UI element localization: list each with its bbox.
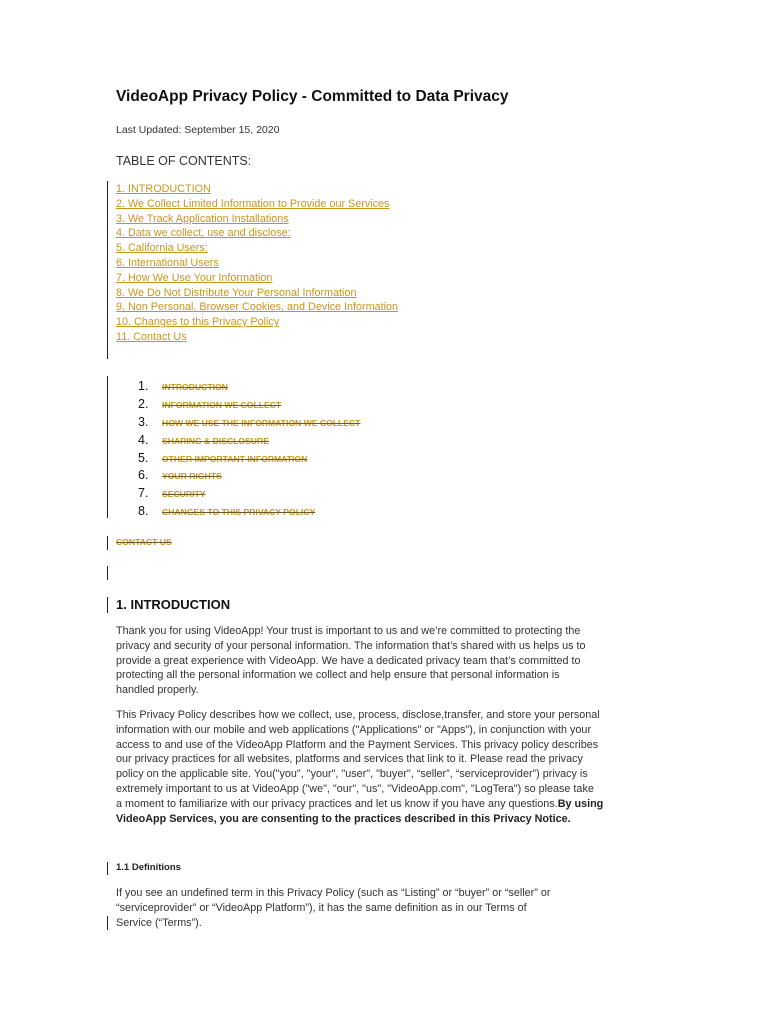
toc-link-track-installations[interactable]: 3. We Track Application Installations: [116, 212, 289, 225]
old-toc-item: [138, 431, 360, 449]
toc-link-international[interactable]: 6. International Users: [116, 256, 219, 269]
toc-item-international: [116, 256, 398, 271]
old-toc-number: 5.: [138, 450, 149, 465]
page-title: VideoApp Privacy Policy - Committed to Data Privacy: [116, 88, 509, 105]
old-toc-link[interactable]: OTHER IMPORTANT INFORMATION: [162, 453, 308, 464]
text-line: provide a great experience with VideoApp. We have a dedicated privacy team that’s committed to: [116, 654, 581, 667]
toc-link-introduction[interactable]: 1. INTRODUCTION: [116, 183, 211, 195]
text-line: If you see an undefined term in this Privacy Policy (such as “Listing” or “buyer” or “seller” or: [116, 887, 551, 899]
toc-item-track-installations: [116, 212, 398, 227]
toc-item-collect-limited: [116, 197, 398, 212]
text-line: our privacy practices for all websites, platforms and services that link to it. Please read the privacy: [116, 753, 583, 766]
text-line: This Privacy Policy describes how we collect, use, process, disclose,transfer, and store your personal: [116, 709, 600, 721]
text-line: [116, 797, 656, 812]
change-bar: [107, 862, 108, 875]
intro-paragraph-1: [116, 624, 656, 698]
old-toc-number: 8.: [138, 504, 149, 519]
old-toc-link[interactable]: SECURITY: [162, 489, 206, 500]
change-bar: [107, 597, 108, 613]
old-toc-link[interactable]: SHARING & DISCLOSURE: [162, 435, 269, 446]
text-line: Service (“Terms”).: [116, 916, 202, 929]
old-toc-link[interactable]: CHANGES TO THIS PRIVACY POLICY: [162, 507, 316, 518]
text-span: a moment to familiarize with our privacy practices and let us know if you have any questions.: [116, 797, 558, 810]
old-toc-number: 2.: [138, 396, 149, 411]
change-bar: [107, 181, 108, 359]
toc-item-cookies: [116, 300, 398, 315]
old-toc-item: [138, 466, 360, 484]
toc-link-data-collect[interactable]: 4. Data we collect, use and disclose:: [116, 227, 291, 240]
old-toc-item: [138, 413, 360, 431]
consent-bold-text: By using: [557, 797, 604, 810]
section-heading-introduction: 1. INTRODUCTION: [116, 597, 231, 612]
old-toc-item: [138, 377, 360, 395]
toc-link-cookies[interactable]: 9. Non Personal, Browser Cookies, and Device Information: [116, 301, 399, 314]
old-toc-link[interactable]: INFORMATION WE COLLECT: [162, 399, 282, 410]
toc-item-how-we-use: [116, 271, 398, 286]
toc-link-how-we-use[interactable]: 7. How We Use Your Information: [116, 271, 273, 284]
toc-item-california: [116, 241, 398, 256]
toc-link-contact[interactable]: 11. Contact Us: [116, 330, 187, 343]
toc-heading: TABLE OF CONTENTS:: [116, 154, 252, 168]
text-line: “serviceprovider” or “VideoApp Platform”), it has the same definition as in our Terms of: [116, 901, 527, 914]
intro-paragraph-2: [116, 708, 656, 826]
change-bar: [107, 566, 108, 580]
toc-list: [116, 182, 398, 345]
toc-item-not-distribute: [116, 286, 398, 301]
old-toc-number: 1.: [138, 379, 149, 393]
old-toc-item: [138, 484, 360, 502]
text-line: [116, 812, 656, 827]
old-toc-item: [138, 395, 360, 413]
consent-bold-text: VideoApp Services, you are consenting to the practices described in this Privacy Notice.: [116, 812, 571, 825]
old-toc-number: 7.: [138, 486, 149, 501]
text-line: Thank you for using VideoApp! Your trust is important to us and we’re committed to protecting the: [116, 625, 581, 637]
toc-link-not-distribute[interactable]: 8. We Do Not Distribute Your Personal Information: [116, 286, 357, 299]
toc-link-collect-limited[interactable]: 2. We Collect Limited Information to Provide our Services: [116, 197, 390, 210]
definitions-paragraph: [116, 886, 656, 930]
subsection-heading-definitions: 1.1 Definitions: [116, 862, 181, 873]
old-contact-link[interactable]: CONTACT US: [116, 537, 172, 547]
toc-item-data-collect: [116, 226, 398, 241]
change-bar: [107, 916, 108, 930]
text-line: access to and use of the VideoApp Platform and the Payment Services. This privacy policy describes: [116, 738, 599, 751]
old-toc-number: 4.: [138, 432, 149, 447]
old-toc-list: [138, 377, 360, 520]
change-bar: [107, 376, 108, 518]
old-toc-link[interactable]: INTRODUCTION: [162, 382, 228, 392]
old-toc-number: 3.: [138, 414, 149, 429]
old-toc-item: [138, 502, 360, 520]
old-toc-link[interactable]: YOUR RIGHTS: [162, 471, 222, 482]
text-line: policy on the applicable site. You("you", "your", "user", "buyer", “seller”, “serviceprovider”) privacy is: [116, 768, 588, 781]
text-line: privacy and security of your personal information. The information that’s shared with us helps us to: [116, 639, 586, 652]
toc-link-changes[interactable]: 10. Changes to this Privacy Policy: [116, 316, 280, 329]
text-line: protecting all the personal information we collect and help ensure that personal information is: [116, 669, 560, 682]
change-bar: [107, 536, 108, 550]
last-updated: Last Updated: September 15, 2020: [116, 124, 280, 136]
toc-item-contact: [116, 330, 398, 345]
old-toc-link[interactable]: HOW WE USE THE INFORMATION WE COLLECT: [162, 417, 361, 428]
toc-item-changes: [116, 315, 398, 330]
toc-item-introduction: [116, 182, 398, 197]
toc-link-california[interactable]: 5. California Users:: [116, 242, 208, 255]
text-line: handled properly.: [116, 684, 199, 697]
text-line: information with our mobile and web applications ("Applications" or "Apps"), in conjunction with your: [116, 723, 592, 736]
text-line: extremely important to us at VideoApp ("we", "our", "us", "VideoApp.com", "LogTera") so please take: [116, 782, 594, 795]
old-toc-number: 6.: [138, 468, 149, 483]
old-toc-item: [138, 449, 360, 467]
